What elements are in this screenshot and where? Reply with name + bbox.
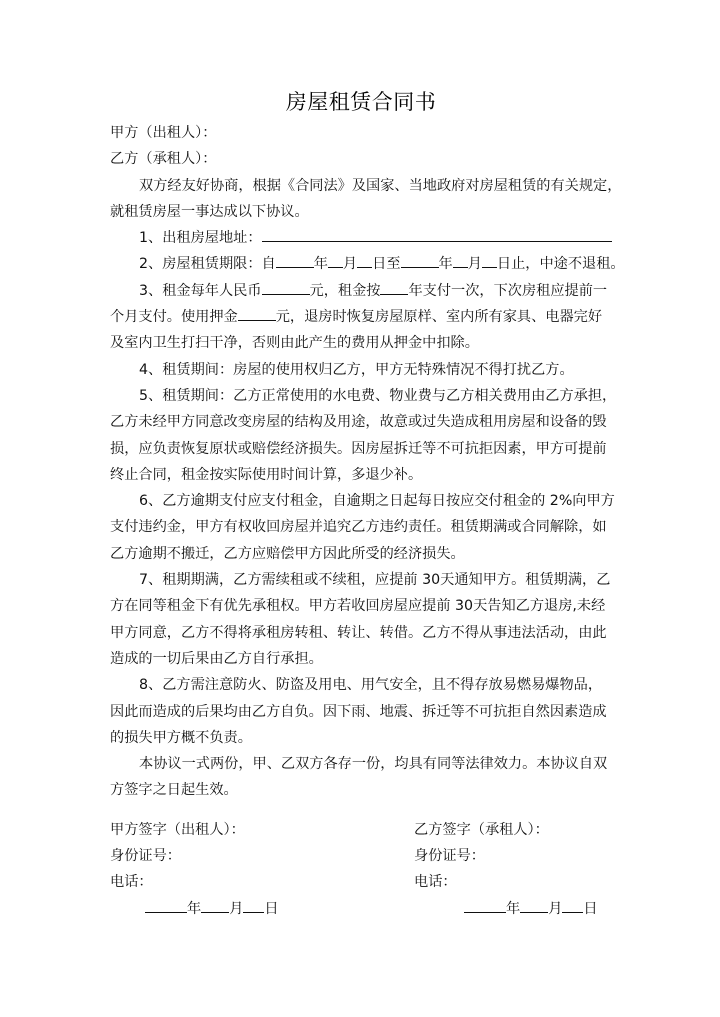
party-b-id-label: 身份证号： <box>414 848 485 864</box>
month-label: 月 <box>342 256 358 273</box>
day-end-label: 日止，中途不退租。 <box>496 256 625 273</box>
end-day-blank[interactable] <box>482 253 497 268</box>
start-month-blank[interactable] <box>328 253 343 268</box>
deposit-blank[interactable] <box>238 306 276 321</box>
preamble-line-1: 双方经友好协商，根据《合同法》及国家、当地政府对房屋租赁的有关规定， <box>139 177 622 194</box>
year-label: 年 <box>187 901 202 917</box>
party-a-id-label: 身份证号： <box>110 848 181 864</box>
clause-2-text: 2、房屋租赁期限：自 <box>139 256 276 273</box>
clause-7-line-2: 方在同等租金下有优先承租权。甲方若收回房屋应提前 30天告知乙方退房,未经 <box>110 598 606 615</box>
start-day-blank[interactable] <box>357 253 372 268</box>
clause-8-line-3: 的损失甲方概不负责。 <box>110 729 252 746</box>
clause-6-line-1: 6、乙方逾期支付应支付租金，自逾期之日起每日按应交付租金的 2%向甲方 <box>139 493 615 510</box>
month-label: 月 <box>548 901 563 917</box>
year-label: 年 <box>506 901 521 917</box>
clause-6-line-2: 支付违约金，甲方有权收回房屋并追究乙方违约责任。租赁期满或合同解除，如 <box>110 519 607 536</box>
end-year-blank[interactable] <box>401 253 439 268</box>
year-label: 年 <box>313 256 328 273</box>
clause-1 <box>110 225 612 251</box>
address-blank[interactable] <box>262 227 612 242</box>
clause-1-label: 1、出租房屋地址： <box>139 230 262 247</box>
clause-3-text: 年支付一次，下次房租应提前一 <box>408 282 608 299</box>
clause-5-line-3: 损，应负责恢复原状或赔偿经济损失。因房屋拆迁等不可抗拒因素，甲方可提前 <box>110 440 607 457</box>
month-label: 月 <box>229 901 244 917</box>
clause-7-line-3: 甲方同意，乙方不得将承租房转租、转让、转借。乙方不得从事违法活动，由此 <box>110 624 607 641</box>
payment-period-blank[interactable] <box>380 280 408 295</box>
party-b-signature-label: 乙方签字（承租人）： <box>414 822 549 838</box>
month-label: 月 <box>467 256 482 273</box>
clause-3-line-3: 及室内卫生打扫干净，否则由此产生的费用从押金中扣除。 <box>110 335 479 352</box>
party-a-phone-label: 电话： <box>110 874 153 890</box>
clause-3-text: 个月支付。使用押金 <box>110 309 238 326</box>
start-year-blank[interactable] <box>276 253 314 268</box>
clause-8-line-1: 8、乙方需注意防火、防盗及用电、用气安全，且不得存放易燃易爆物品， <box>139 677 603 694</box>
preamble-line-2: 就租赁房屋一事达成以下协议。 <box>110 203 309 220</box>
clause-5-line-2: 乙方未经甲方同意改变房屋的结构及用途，故意或过失造成租用房屋和设备的毁 <box>110 414 607 431</box>
year-label: 年 <box>438 256 453 273</box>
party-b-date <box>464 896 598 922</box>
party-b-day-blank[interactable] <box>562 898 583 913</box>
clause-3-line-2 <box>110 304 612 330</box>
clause-5-line-4: 终止合同，租金按实际使用时间计算，多退少补。 <box>110 466 423 483</box>
clause-3-text: 元，退房时恢复房屋原样、室内所有家具、电器完好 <box>275 309 603 326</box>
day-label: 日 <box>583 901 598 917</box>
party-b-year-blank[interactable] <box>464 898 506 913</box>
annual-rent-blank[interactable] <box>262 280 310 295</box>
contract-document <box>110 86 625 804</box>
clause-3-text: 元，租金按 <box>309 282 381 299</box>
party-a-label: 甲方（出租人）： <box>110 125 217 141</box>
clause-4: 4、租赁期间：房屋的使用权归乙方，甲方无特殊情况不得打扰乙方。 <box>139 361 574 378</box>
party-a-date <box>145 896 279 922</box>
clause-6-line-3: 乙方逾期不搬迁，乙方应赔偿甲方因此所受的经济损失。 <box>110 545 465 562</box>
closing-line-1: 本协议一式两份，甲、乙双方各存一份，均具有同等法律效力。本协议自双 <box>139 756 608 773</box>
clause-2 <box>110 251 625 277</box>
closing-line-2: 方签字之日起生效。 <box>110 782 238 799</box>
party-b-label: 乙方（承租人）： <box>110 151 217 168</box>
clause-5-line-1: 5、租赁期间：乙方正常使用的水电费、物业费与乙方相关费用由乙方承担， <box>139 387 617 404</box>
party-b-month-blank[interactable] <box>520 898 548 913</box>
party-a-signature-label: 甲方签字（出租人）： <box>110 822 245 838</box>
party-a-month-blank[interactable] <box>201 898 229 913</box>
day-label: 日 <box>264 901 279 917</box>
party-b-phone-label: 电话： <box>414 874 457 890</box>
clause-8-line-2: 因此而造成的后果均由乙方自负。因下雨、地震、拆迁等不可抗拒自然因素造成 <box>110 703 607 720</box>
end-month-blank[interactable] <box>453 253 468 268</box>
clause-3-text: 3、租金每年人民币 <box>139 282 262 299</box>
clause-7-line-1: 7、租期期满，乙方需续租或不续租，应提前 30天通知甲方。租赁期满，乙 <box>139 572 611 589</box>
clause-3-line-1 <box>110 278 612 304</box>
clause-7-line-4: 造成的一切后果由乙方自行承担。 <box>110 650 323 667</box>
day-to-label: 日至 <box>372 256 401 273</box>
party-a-day-blank[interactable] <box>243 898 264 913</box>
party-a-year-blank[interactable] <box>145 898 187 913</box>
document-title: 房屋租赁合同书 <box>285 90 437 114</box>
